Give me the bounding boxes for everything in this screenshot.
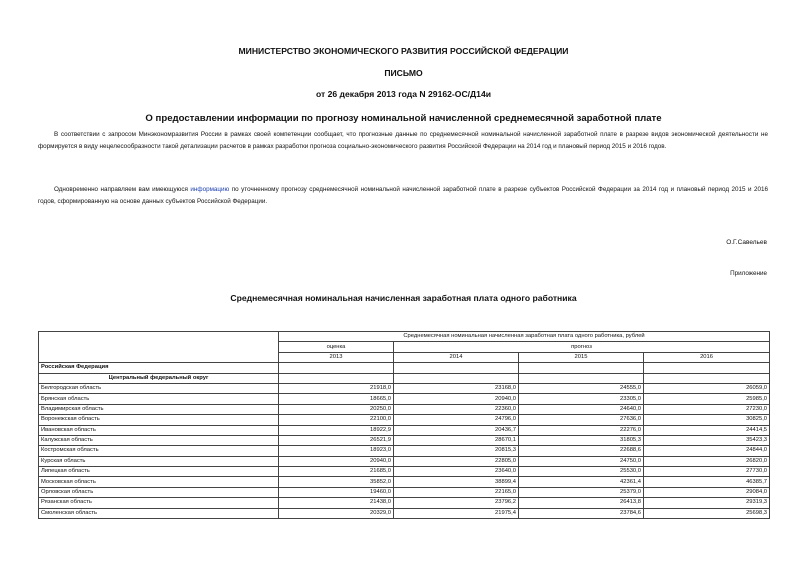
value-2013: 21685,0	[279, 467, 394, 477]
value-2015: 23305,0	[519, 394, 644, 404]
table-row	[39, 435, 770, 445]
paragraph-2-text-start: Одновременно направляем вам имеющуюся	[54, 186, 191, 193]
value-2016: 35423,3	[644, 435, 770, 445]
value-2016: 26059,0	[644, 383, 770, 393]
value-2013: 18665,0	[279, 394, 394, 404]
value-2013: 20940,0	[279, 456, 394, 466]
value-2015: 27636,0	[519, 415, 644, 425]
paragraph-2-text-end: по уточненному прогнозу среднемесячной номинальной начисленной заработной плате в разрезе субъектов Российской Федерации за 2014 год и плановый период 2015 и 2016 годов, сформированную на основе данных субъектов Российской Федерации.	[38, 186, 768, 205]
value-2016: 46385,7	[644, 477, 770, 487]
value-2016: 25698,3	[644, 508, 770, 518]
value-2014: 28670,1	[394, 435, 519, 445]
information-link[interactable]: информацию	[190, 186, 230, 193]
value-2015: 24640,0	[519, 404, 644, 414]
value-2015: 22688,6	[519, 446, 644, 456]
region-name: Костромская область	[39, 446, 279, 456]
table-row	[39, 425, 770, 435]
value-2013: 20329,0	[279, 508, 394, 518]
table-row	[39, 508, 770, 518]
value-2015: 31805,3	[519, 435, 644, 445]
value-2013: 18923,0	[279, 446, 394, 456]
empty-cell	[279, 373, 394, 383]
country-row	[39, 363, 770, 373]
value-2016: 25985,0	[644, 394, 770, 404]
empty-cell	[519, 363, 644, 373]
year-2016: 2016	[644, 352, 770, 362]
year-2015: 2015	[519, 352, 644, 362]
value-2016: 30825,0	[644, 415, 770, 425]
empty-cell	[644, 363, 770, 373]
value-2015: 25530,0	[519, 467, 644, 477]
value-2014: 22805,0	[394, 456, 519, 466]
value-2015: 22276,0	[519, 425, 644, 435]
value-2014: 20940,0	[394, 394, 519, 404]
appendix-label: Приложение	[730, 270, 767, 277]
region-name: Московская область	[39, 477, 279, 487]
table-row	[39, 404, 770, 414]
region-name: Владимирская область	[39, 404, 279, 414]
value-2014: 38899,4	[394, 477, 519, 487]
year-2013: 2013	[279, 352, 394, 362]
value-2016: 27730,0	[644, 467, 770, 477]
value-2014: 24796,0	[394, 415, 519, 425]
empty-cell	[394, 373, 519, 383]
value-2015: 42361,4	[519, 477, 644, 487]
salary-table	[38, 331, 770, 519]
empty-cell	[519, 373, 644, 383]
value-2016: 29084,0	[644, 487, 770, 497]
letter-number: от 26 декабря 2013 года N 29162-ОС/Д14и	[315, 89, 492, 99]
table-row	[39, 467, 770, 477]
empty-cell	[644, 373, 770, 383]
table-row	[39, 446, 770, 456]
value-2015: 24750,0	[519, 456, 644, 466]
value-2013: 20250,0	[279, 404, 394, 414]
value-2014: 23796,2	[394, 498, 519, 508]
empty-cell	[394, 363, 519, 373]
value-2016: 24844,0	[644, 446, 770, 456]
paragraph-2	[38, 184, 768, 208]
header-main: Среднемесячная номинальная начисленная заработная плата одного работника, рублей	[279, 332, 770, 342]
district-label: Центральный федеральный округ	[39, 373, 279, 383]
value-2015: 25379,0	[519, 487, 644, 497]
value-2014: 20815,3	[394, 446, 519, 456]
table-header-row-1	[39, 332, 770, 342]
table-title: Среднемесячная номинальная начисленная заработная плата одного работника	[230, 293, 577, 303]
value-2013: 21438,0	[279, 498, 394, 508]
value-2013: 19460,0	[279, 487, 394, 497]
region-name: Воронежская область	[39, 415, 279, 425]
table-row	[39, 487, 770, 497]
region-name: Белгородская область	[39, 383, 279, 393]
value-2013: 22100,0	[279, 415, 394, 425]
region-name: Калужская область	[39, 435, 279, 445]
empty-cell	[279, 363, 394, 373]
value-2014: 22165,0	[394, 487, 519, 497]
value-2013: 35852,0	[279, 477, 394, 487]
region-name: Ивановская область	[39, 425, 279, 435]
value-2013: 26521,9	[279, 435, 394, 445]
value-2015: 24555,0	[519, 383, 644, 393]
region-name: Смоленская область	[39, 508, 279, 518]
table-row	[39, 456, 770, 466]
value-2016: 29319,3	[644, 498, 770, 508]
table-row	[39, 415, 770, 425]
value-2015: 23784,6	[519, 508, 644, 518]
value-2013: 21918,0	[279, 383, 394, 393]
value-2013: 18922,9	[279, 425, 394, 435]
value-2015: 26413,8	[519, 498, 644, 508]
value-2016: 24414,5	[644, 425, 770, 435]
region-name: Орловская область	[39, 487, 279, 497]
value-2014: 23168,0	[394, 383, 519, 393]
district-row	[39, 373, 770, 383]
table-row	[39, 383, 770, 393]
value-2014: 20436,7	[394, 425, 519, 435]
letter-subject: О предоставлении информации по прогнозу номинальной начисленной среднемесячной заработной плате	[145, 113, 662, 124]
value-2016: 27230,0	[644, 404, 770, 414]
value-2014: 23640,0	[394, 467, 519, 477]
region-name: Липецкая область	[39, 467, 279, 477]
signer-name: О.Г.Савельев	[726, 239, 767, 246]
value-2014: 22360,0	[394, 404, 519, 414]
letter-label: ПИСЬМО	[384, 68, 423, 78]
paragraph-1: В соответствии с запросом Минэкономразвития России в рамках своей компетенции сообщает, что прогнозные данные по среднемесячной номинальной начисленной заработной плате в разрезе видов экономической деятельности не формируется в виду нецелесообразности такой детализации расчетов в рамках разработки прогноза социально-экономического развития Российской Федерации на 2014 год и плановый период 2015 и 2016 годов.	[38, 131, 768, 150]
year-2014: 2014	[394, 352, 519, 362]
table-row	[39, 394, 770, 404]
country-label: Российская Федерация	[39, 363, 279, 373]
header-forecast: прогноз	[394, 342, 770, 352]
region-name: Брянская область	[39, 394, 279, 404]
value-2016: 26820,0	[644, 456, 770, 466]
ministry-heading: МИНИСТЕРСТВО ЭКОНОМИЧЕСКОГО РАЗВИТИЯ РОССИЙСКОЙ ФЕДЕРАЦИИ	[238, 46, 569, 56]
table-row	[39, 498, 770, 508]
region-name: Курская область	[39, 456, 279, 466]
region-header-cell	[39, 332, 279, 363]
header-estimate: оценка	[279, 342, 394, 352]
value-2014: 21975,4	[394, 508, 519, 518]
table-row	[39, 477, 770, 487]
region-name: Рязанская область	[39, 498, 279, 508]
